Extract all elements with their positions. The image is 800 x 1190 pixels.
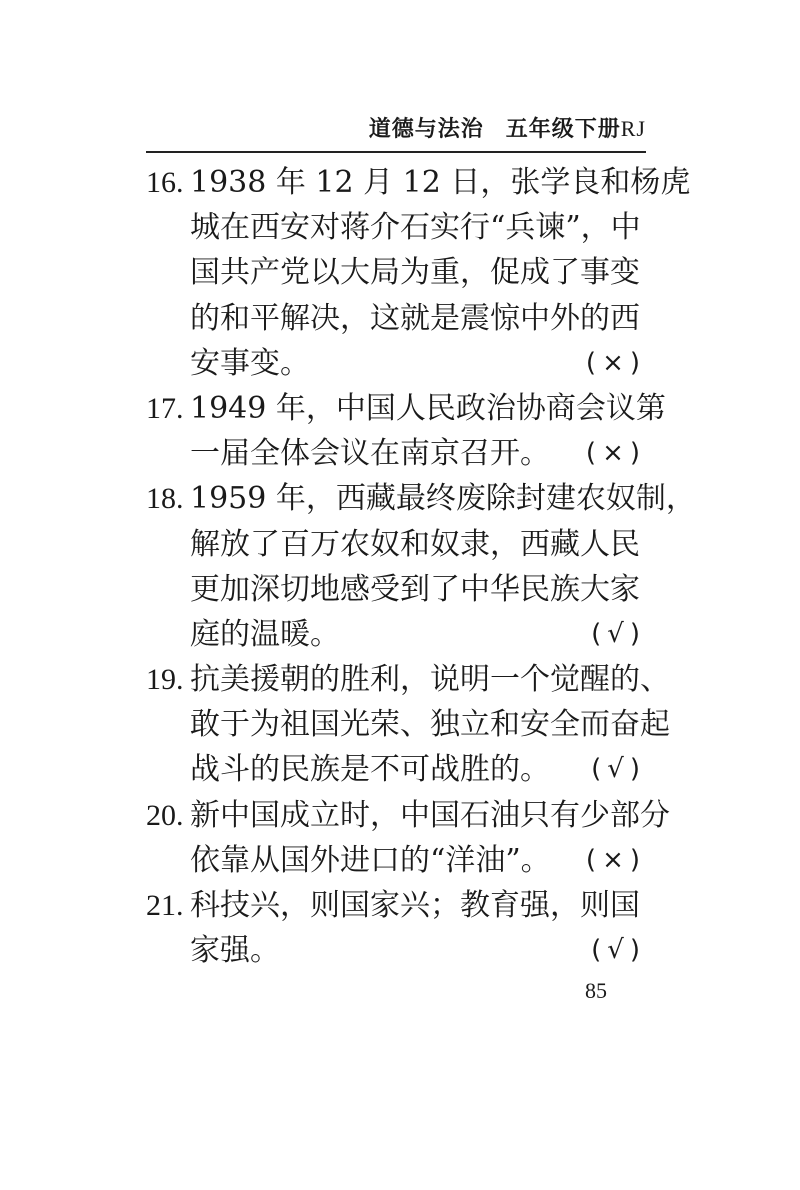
question-text: 庭的温暖。 [190,616,340,652]
question-item [146,883,646,973]
header-grade: 五年级下册 [505,117,621,142]
answer-mark: (√) [591,618,646,649]
question-text: 城在西安对蒋介石实行“兵谏”，中 [190,210,641,246]
header-edition: RJ [620,116,646,141]
question-item [146,793,670,883]
question-number: 19. [146,663,184,697]
question-text: 战斗的民族是不可战胜的。 [190,752,550,788]
question-text: 1938 年 12 月 12 日，张学良和杨虎 [190,165,691,200]
question-number: 18. [146,482,184,516]
question-text: 科技兴，则国家兴；教育强，则国 [190,888,640,923]
question-text: 新中国成立时，中国石油只有少部分 [190,797,670,833]
answer-mark: (×) [585,438,646,469]
question-number: 16. [146,166,184,199]
answer-mark: (×) [585,844,646,875]
question-number: 21. [146,889,184,922]
question-text: 解放了百万农奴和奴隶，西藏人民 [190,526,640,562]
question-text: 依靠从国外进口的“洋油”。 [190,842,551,878]
question-item [146,160,691,386]
question-number: 20. [146,798,184,832]
answer-mark: (×) [585,347,646,378]
question-text: 1949 年，中国人民政治协商会议第 [190,390,666,426]
question-number: 17. [146,391,184,425]
header-subject: 道德与法治 [368,117,484,142]
question-text: 安事变。 [190,345,310,381]
question-item [146,386,666,476]
question-text: 一届全体会议在南京召开。 [190,436,550,472]
question-text: 抗美援朝的胜利，说明一个觉醒的、 [190,662,670,698]
question-text: 敢于为祖国光荣、独立和安全而奋起 [190,707,670,743]
question-text: 家强。 [190,933,280,969]
page-number: 85 [585,978,607,1003]
question-text: 更加深切地感受到了中华民族大家 [190,571,640,607]
question-text: 的和平解决，这就是震惊中外的西 [190,300,640,336]
question-item [146,657,670,793]
header-rule [146,151,646,153]
question-item [146,476,696,657]
answer-mark: (√) [591,754,646,785]
running-header [146,112,646,143]
answer-mark: (√) [591,935,646,966]
question-list [146,160,696,973]
question-text: 1959 年，西藏最终废除封建农奴制， [190,481,696,517]
question-text: 国共产党以大局为重，促成了事变 [190,255,640,291]
